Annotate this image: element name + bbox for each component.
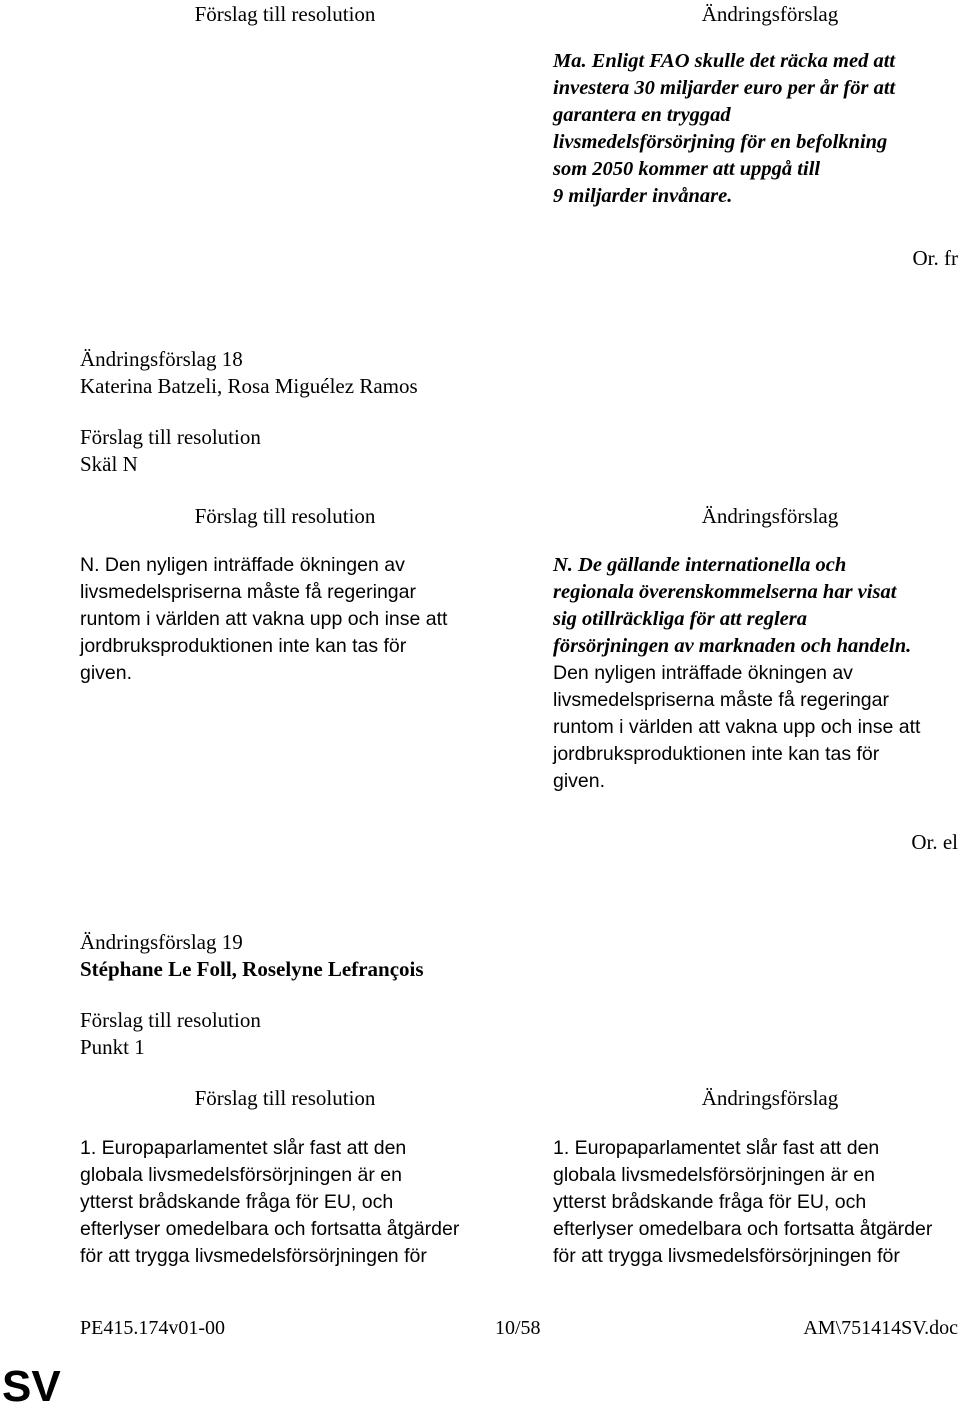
- original-language-label: Or. fr: [912, 246, 958, 270]
- amendment-18-target: Förslag till resolution: [80, 425, 261, 449]
- text-line: för att trygga livsmedelsförsörjningen för: [80, 1245, 427, 1267]
- text-line: runtom i världen att vakna upp och inse att: [553, 716, 921, 738]
- text-line: för att trygga livsmedelsförsörjningen för: [553, 1245, 900, 1267]
- text-line: ytterst brådskande fråga för EU, och: [80, 1191, 394, 1213]
- text-line: N. De gällande internationella och: [553, 554, 847, 576]
- am18-left-column-header: Förslag till resolution: [194, 504, 376, 528]
- text-line: given.: [553, 770, 606, 792]
- text-line: efterlyser omedelbara och fortsatta åtgärder: [553, 1218, 933, 1240]
- text-line: garantera en tryggad: [553, 104, 731, 126]
- right-column-header: Ändringsförslag: [701, 2, 839, 26]
- footer-document-id: AM\751414SV.doc: [803, 1317, 958, 1339]
- amendment-19-title: Ändringsförslag 19: [80, 930, 243, 954]
- amendment-19-item: Punkt 1: [80, 1035, 145, 1059]
- text-line: ytterst brådskande fråga för EU, och: [553, 1191, 867, 1213]
- text-line: investera 30 miljarder euro per år för att: [553, 77, 896, 99]
- text-line: sig otillräckliga för att reglera: [553, 608, 807, 630]
- amendment-18-item: Skäl N: [80, 452, 138, 476]
- footer-page-number: 10/58: [495, 1317, 541, 1339]
- text-line: Den nyligen inträffade ökningen av: [553, 662, 853, 684]
- text-line: jordbruksproduktionen inte kan tas för: [80, 635, 407, 657]
- footer-reference: PE415.174v01-00: [80, 1317, 225, 1339]
- text-line: given.: [80, 662, 133, 684]
- text-line: N. Den nyligen inträffade ökningen av: [80, 554, 405, 576]
- text-line: 1. Europaparlamentet slår fast att den: [80, 1137, 407, 1159]
- left-column-header: Förslag till resolution: [194, 2, 376, 26]
- am18-original-text: [80, 552, 500, 687]
- am19-right-column-header: Ändringsförslag: [701, 1086, 839, 1110]
- amended-insertion: [553, 552, 958, 660]
- text-line: 9 miljarder invånare.: [553, 185, 733, 207]
- am18-amended-text: [553, 552, 958, 795]
- text-line: globala livsmedelsförsörjningen är en: [80, 1164, 402, 1186]
- text-line: regionala överenskommelserna har visat: [553, 581, 897, 603]
- text-line: runtom i världen att vakna upp och inse att: [80, 608, 448, 630]
- am19-amended-text: [553, 1135, 958, 1270]
- text-line: livsmedelsförsörjning för en befolkning: [553, 131, 888, 153]
- text-line: försörjningen av marknaden och handeln.: [553, 635, 912, 657]
- amendment-text-top: [553, 48, 958, 210]
- text-line: jordbruksproduktionen inte kan tas för: [553, 743, 880, 765]
- text-line: Ma. Enligt FAO skulle det räcka med att: [553, 50, 896, 72]
- am19-original-text: [80, 1135, 500, 1270]
- am18-right-column-header: Ändringsförslag: [701, 504, 839, 528]
- text-line: livsmedelspriserna måste få regeringar: [553, 689, 889, 711]
- amendment-19-target: Förslag till resolution: [80, 1008, 261, 1032]
- text-line: globala livsmedelsförsörjningen är en: [553, 1164, 875, 1186]
- am19-left-column-header: Förslag till resolution: [194, 1086, 376, 1110]
- amendment-18-title: Ändringsförslag 18: [80, 347, 243, 371]
- original-language-label: Or. el: [911, 830, 958, 854]
- language-code: SV: [2, 1362, 61, 1411]
- text-line: 1. Europaparlamentet slår fast att den: [553, 1137, 880, 1159]
- amendment-18-authors: Katerina Batzeli, Rosa Miguélez Ramos: [80, 374, 418, 398]
- amended-unchanged: [553, 660, 958, 795]
- text-line: efterlyser omedelbara och fortsatta åtgärder: [80, 1218, 460, 1240]
- text-line: som 2050 kommer att uppgå till: [553, 158, 821, 180]
- amendment-19-authors: Stéphane Le Foll, Roselyne Lefrançois: [80, 957, 424, 981]
- text-line: livsmedelspriserna måste få regeringar: [80, 581, 416, 603]
